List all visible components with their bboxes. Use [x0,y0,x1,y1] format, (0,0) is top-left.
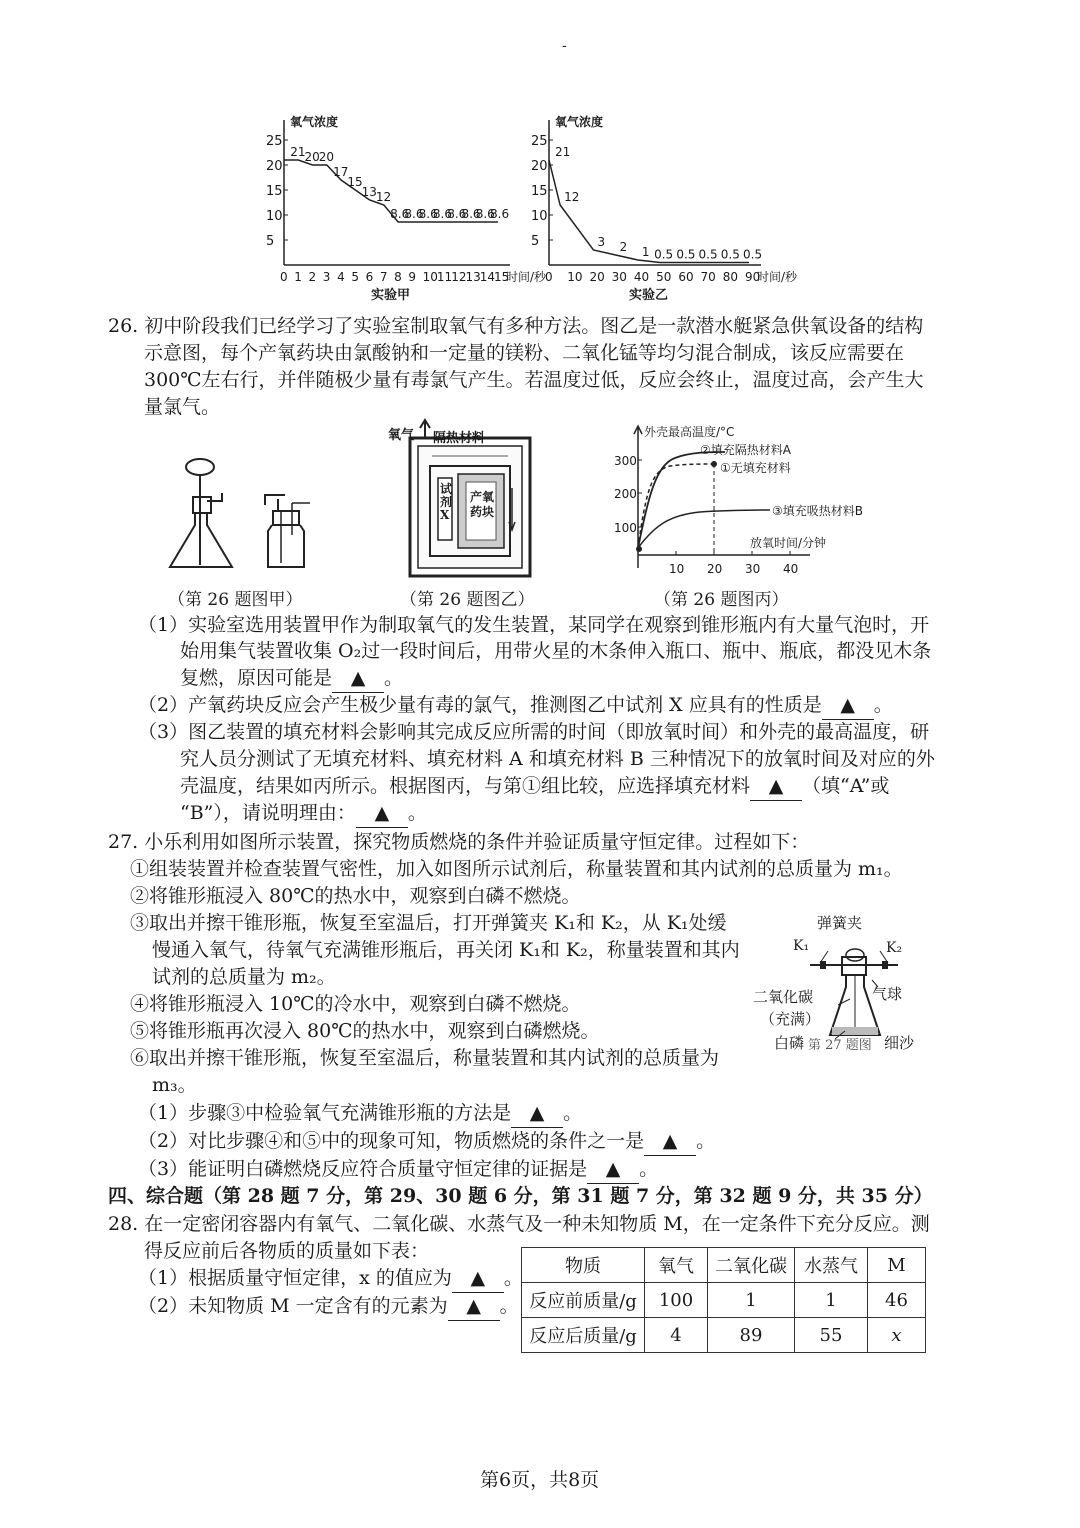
q26-p3-a: （3）图乙装置的填充材料会影响其完成反应所需的时间（即放氧时间）和外壳的最高温度，研 [138,721,930,743]
x-tick-label: 8 [394,270,402,284]
x-tick-label: 10 [422,270,438,284]
y-tick-label: 5 [531,234,540,249]
x-tick-label: 4 [337,270,345,284]
legend-a: ②填充隔热材料A [700,443,791,457]
q27-3-answer-blank[interactable]: ▲ [587,1155,639,1184]
fig27-clip-label: 弹簧夹 [817,914,863,932]
q28-q2: （2）未知物质 M 一定含有的元素为 ▲ 。 [138,1292,519,1321]
data-label: 8.6 [432,207,453,221]
q28-stem-1: 28. 在一定密闭容器内有氧气、二氧化碳、水蒸气及一种未知物质 M，在一定条件下充分反应。测 [108,1213,930,1235]
x-tick-label: 10 [669,562,685,576]
q26-p3-c: 壳温度，结果如丙所示。根据图丙，与第①组比较，应选择填充材料 ▲ （填“A”或 [180,772,889,801]
x-axis-label: 放氧时间/分钟 [750,536,827,550]
q28-2-answer-blank[interactable]: ▲ [448,1292,500,1321]
q26-3-material-blank[interactable]: ▲ [750,772,802,801]
y-tick-label: 200 [614,487,637,501]
x-tick-label: 90 [745,270,761,284]
q26-p3-b: 究人员分测试了无填充材料、填充材料 A 和填充材料 B 三种情况下的放氧时间及对应的外 [180,748,935,770]
table-cell: 4 [645,1318,708,1353]
y-axis-label: 氧气浓度 [290,115,339,129]
data-label: 13 [361,185,377,199]
fig26-yi-caption: （第 26 题图乙） [400,590,535,610]
table-header-cell: M [868,1248,926,1283]
q27-1-answer-blank[interactable]: ▲ [511,1099,563,1128]
legend-b: ③填充吸热材料B [772,504,863,518]
q26-stem-3: 300℃左右行，并伴随极少量有毒氯气产生。若温度过低，反应会终止，温度过高，会产生大 [144,369,924,391]
chart-yi [525,90,805,315]
q26-p1-c: 复燃，原因可能是 ▲ 。 [180,664,403,693]
data-label: 21 [555,145,571,159]
q27-q2: （2）对比步骤④和⑤中的现象可知，物质燃烧的条件之一是 ▲ 。 [138,1127,715,1156]
q28-stem-2: 得反应前后各物质的质量如下表： [144,1240,430,1262]
data-label: 8.6 [390,207,410,221]
fig27-balloon-label: 气球 [872,985,903,1003]
x-tick-label: 12 [451,270,467,284]
x-tick-label: 0 [280,270,288,284]
x-tick-label: 60 [678,270,694,284]
fig26-jia-caption: （第 26 题图甲） [168,590,303,610]
q26-2-answer-blank[interactable]: ▲ [822,691,874,720]
q27-q3: （3）能证明白磷燃烧反应符合质量守恒定律的证据是 ▲ 。 [138,1155,658,1184]
table-cell: 100 [645,1283,708,1318]
data-label: 0.5 [698,247,718,262]
table-row [522,1318,926,1353]
q26-1-answer-blank[interactable]: ▲ [332,664,384,693]
fig26-yi-insulation-label: 隔热材料 [433,431,486,446]
data-label: 20 [318,150,335,164]
table-header-cell: 水蒸气 [795,1248,868,1283]
x-tick-label: 11 [436,270,453,284]
table-cell: 反应后质量/g [522,1318,645,1353]
data-label: 8.6 [475,207,495,221]
x-tick-label: 3 [322,270,331,284]
y-axis-label: 氧气浓度 [555,115,604,129]
y-tick-label: 20 [266,159,283,174]
x-tick-label: 20 [589,270,605,284]
q27-step-4: ④将锥形瓶浸入 10℃的冷水中，观察到白磷不燃烧。 [130,993,581,1015]
y-tick-label: 10 [266,209,283,224]
data-label: 3 [597,235,606,249]
y-tick-label: 300 [614,454,637,468]
x-axis-label: 时间/秒 [757,270,798,284]
x-tick-label: 50 [656,270,672,284]
q27-step-3c: 试剂的总质量为 m₂。 [152,966,336,988]
x-tick-label: 20 [707,562,723,576]
x-tick-label: 40 [783,562,799,576]
data-label: 0.5 [654,247,674,262]
q27-q1: （1）步骤③中检验氧气充满锥形瓶的方法是 ▲ 。 [138,1099,582,1128]
table-cell: 46 [868,1283,926,1318]
x-tick-label: 1 [294,270,302,284]
fig26-yi-reagent-label: 试剂X [440,482,453,522]
q26-stem-4: 量氯气。 [144,396,221,418]
q26-3-reason-blank[interactable]: ▲ [356,799,408,828]
data-label: 0.5 [676,247,696,262]
fig26-bing-caption: （第 26 题图丙） [654,590,789,610]
data-label: 1 [641,245,650,259]
chart-caption: 实验乙 [629,288,669,303]
x-tick-label: 2 [308,270,317,284]
table-cell: 1 [708,1283,795,1318]
q26-p1-a: （1）实验室选用装置甲作为制取氧气的发生装置，某同学在观察到锥形瓶内有大量气泡时，开 [138,614,930,636]
section-4-heading: 四、综合题（第 28 题 7 分，第 29、30 题 6 分，第 31 题 7 分，第 32 题 9 分，共 35 分） [108,1185,933,1207]
q26-stem-2: 示意图，每个产氧药块由氯酸钠和一定量的镁粉、二氧化锰等均匀混合制成，该反应需要在 [144,342,905,364]
table-row [522,1283,926,1318]
x-tick-label: 30 [611,270,627,284]
q27-step-3b: 慢通入氧气，待氧气充满锥形瓶后，再关闭 K₁和 K₂，称量装置和其内 [152,939,740,961]
table-cell: 89 [708,1318,795,1353]
data-label: 2 [619,240,628,254]
table-cell: 反应前质量/g [522,1283,645,1318]
q26-p1-b: 始用集气装置收集 O₂过一段时间后，用带火星的木条伸入瓶口、瓶中、瓶底，都没见木条 [180,640,932,662]
q27-step-3a: ③取出并擦干锥形瓶，恢复至室温后，打开弹簧夹 K₁和 K₂，从 K₁处缓 [130,912,727,934]
fig26-yi-oxygen-label: 氧气 [388,428,415,443]
q27-step-6b: m₃。 [152,1074,197,1096]
chart-caption: 实验甲 [371,288,411,303]
legend-none: ①无填充材料 [720,461,791,475]
q27-step-6a: ⑥取出并擦干锥形瓶，恢复至室温后，称量装置和其内试剂的总质量为 [130,1047,720,1069]
q28-table [521,1247,926,1353]
fig27-caption: 第 27 题图 [808,1038,872,1053]
x-tick-label: 7 [379,270,388,284]
fig27-sand-label: 细沙 [884,1034,915,1052]
fig27-full-label: （充满） [760,1010,821,1028]
data-label: 8.6 [418,207,438,221]
fig26-jia-apparatus [160,455,330,580]
q26-stem-1: 26. 初中阶段我们已经学习了实验室制取氧气有多种方法。图乙是一款潜水艇紧急供氧设备的结构 [108,315,924,337]
y-tick-label: 25 [266,134,283,149]
q27-step-2: ②将锥形瓶浸入 80℃的热水中，观察到白磷不燃烧。 [130,885,581,907]
table-header-cell: 物质 [522,1248,645,1283]
x-tick-label: 0 [545,270,553,284]
q26-p2: （2）产氧药块反应会产生极少量有毒的氯气，推测图乙中试剂 X 应具有的性质是 ▲ 。 [138,691,893,720]
fig27-phos-label: 白磷 [774,1034,805,1052]
table-cell: x [868,1318,926,1353]
data-label: 8.6 [447,207,467,221]
data-label: 12 [564,190,580,204]
q27-2-answer-blank[interactable]: ▲ [644,1127,696,1156]
page-footer: 第6页，共8页 [480,1469,600,1491]
y-tick-label: 100 [614,521,637,535]
q27-step-5: ⑤将锥形瓶再次浸入 80℃的热水中，观察到白磷燃烧。 [130,1020,600,1042]
data-label: 17 [333,165,349,179]
data-label: 0.5 [720,247,740,262]
top-mark: - [562,38,567,54]
data-label: 15 [347,175,363,189]
y-tick-label: 15 [531,184,548,199]
table-header-cell: 氧气 [645,1248,708,1283]
data-label: 12 [375,190,392,204]
x-tick-label: 13 [465,270,481,284]
table-header-row [522,1248,926,1283]
data-label: 8.6 [461,207,481,221]
data-label: 8.6 [490,207,510,221]
q28-q1: （1）根据质量守恒定律，x 的值应为 ▲ 。 [138,1264,523,1293]
chart-jia [250,90,550,315]
y-tick-label: 10 [531,209,548,224]
y-tick-label: 5 [266,234,275,249]
table-header-cell: 二氧化碳 [708,1248,795,1283]
x-tick-label: 30 [745,562,761,576]
data-label: 8.6 [404,207,424,221]
table-cell: 55 [795,1318,868,1353]
x-tick-label: 70 [700,270,716,284]
y-axis-label: 外壳最高温度/°C [644,425,735,439]
x-tick-label: 9 [408,270,417,284]
y-tick-label: 25 [531,134,548,149]
fig26-yi-block-label: 产氧药块 [469,490,494,519]
q26-p3-d: “B”），请说明理由： ▲ 。 [180,799,427,828]
x-tick-label: 5 [351,270,359,284]
chart-bing [600,420,900,582]
x-tick-label: 40 [633,270,650,284]
y-tick-label: 15 [266,184,283,199]
y-tick-label: 20 [531,159,548,174]
table-cell: 1 [795,1283,868,1318]
x-tick-label: 10 [567,270,583,284]
q27-stem: 27. 小乐利用如图所示装置，探究物质燃烧的条件并验证质量守恒定律。过程如下： [108,831,810,853]
x-tick-label: 80 [722,270,739,284]
q28-1-answer-blank[interactable]: ▲ [452,1264,504,1293]
x-tick-label: 6 [365,270,374,284]
q27-step-1: ①组装装置并检查装置气密性，加入如图所示试剂后，称量装置和其内试剂的总质量为 m₁。 [130,858,903,880]
fig27-k2-label: K₂ [886,940,903,956]
data-label: 0.5 [743,247,763,262]
fig27-k1-label: K₁ [793,938,810,954]
x-tick-label: 15 [494,270,510,284]
data-label: 21 [290,145,306,159]
x-axis-label: 时间/秒 [506,270,547,284]
fig27-co2-label: 二氧化碳 [753,988,814,1006]
x-tick-label: 14 [479,270,496,284]
data-label: 20 [304,150,320,164]
